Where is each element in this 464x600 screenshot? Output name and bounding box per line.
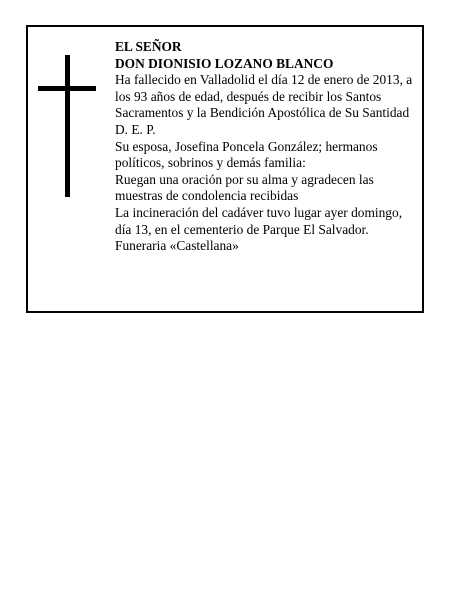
obituary-notice <box>26 25 424 313</box>
cross-icon <box>38 55 96 197</box>
death-announcement: Ha fallecido en Valladolid el día 12 de enero de 2013, a los 93 años de edad, después de recibir los Santos Sacramentos y la Bendición Apostólica de Su Santidad D. E. P. <box>115 72 413 137</box>
cross-vertical-bar <box>65 55 70 197</box>
cross-horizontal-bar <box>38 86 96 91</box>
heading-title: EL SEÑOR <box>115 39 182 54</box>
prayer-request: Ruegan una oración por su alma y agradecen las muestras de condolencia recibidas <box>115 171 374 204</box>
family-list: Su esposa, Josefina Poncela González; hermanos políticos, sobrinos y demás familia: <box>115 138 378 171</box>
cremation-info: La incineración del cadáver tuvo lugar ayer domingo, día 13, en el cementerio de Parque El Salvador. <box>115 204 403 237</box>
obituary-text <box>115 39 420 255</box>
funeral-home: Funeraria «Castellana» <box>115 238 239 254</box>
deceased-name: DON DIONISIO LOZANO BLANCO <box>115 55 334 71</box>
